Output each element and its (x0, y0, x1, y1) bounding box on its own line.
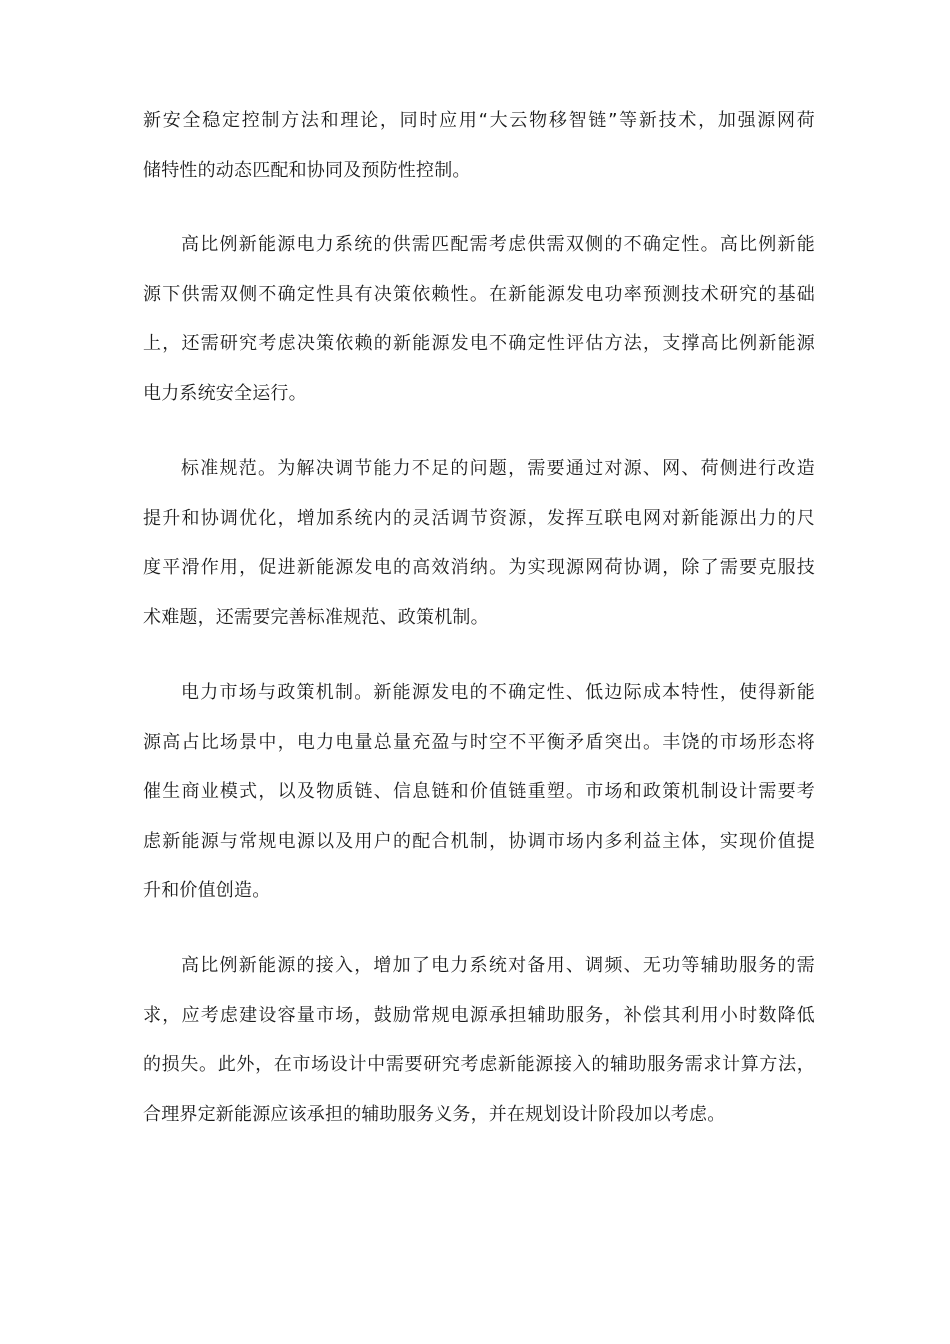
text-line: 源高占比场景中，电力电量总量充盈与时空不平衡矛盾突出。丰饶的市场形态将 (143, 731, 815, 753)
paragraph-supply-demand (143, 220, 815, 418)
paragraph-ancillary-services (143, 941, 815, 1139)
text-line: 标准规范。为解决调节能力不足的问题，需要通过对源、网、荷侧进行改造 (181, 458, 815, 479)
text-line: 虑新能源与常规电源以及用户的配合机制，协调市场内多利益主体，实现价值提 (143, 830, 815, 852)
text-line: 储特性的动态匹配和协同及预防性控制。 (143, 159, 471, 181)
text-line: 高比例新能源电力系统的供需匹配需考虑供需双侧的不确定性。高比例新能 (181, 234, 815, 255)
text-line: 电力系统安全运行。 (143, 382, 307, 404)
text-line: 合理界定新能源应该承担的辅助服务义务，并在规划设计阶段加以考虑。 (143, 1103, 726, 1125)
text-line: 度平滑作用，促进新能源发电的高效消纳。为实现源网荷协调，除了需要克服技 (143, 557, 815, 578)
text-line: 的损失。此外，在市场设计中需要研究考虑新能源接入的辅助服务需求计算方法， (143, 1054, 815, 1075)
text-line: 提升和协调优化，增加系统内的灵活调节资源，发挥互联电网对新能源出力的尺 (143, 507, 815, 529)
text-line: 新安全稳定控制方法和理论，同时应用“大云物移智链”等新技术，加强源网荷 (143, 110, 815, 131)
text-line: 升和价值创造。 (143, 880, 271, 901)
paragraph-market-policy (143, 668, 815, 916)
text-line: 求，应考虑建设容量市场，鼓励常规电源承担辅助服务，补偿其利用小时数降低 (143, 1004, 815, 1026)
text-line: 催生商业模式，以及物质链、信息链和价值链重塑。市场和政策机制设计需要考 (143, 781, 815, 802)
text-line: 高比例新能源的接入，增加了电力系统对备用、调频、无功等辅助服务的需 (181, 955, 815, 976)
text-line: 电力市场与政策机制。新能源发电的不确定性、低边际成本特性，使得新能 (181, 682, 815, 703)
text-line: 上，还需研究考虑决策依赖的新能源发电不确定性评估方法，支撑高比例新能源 (143, 333, 815, 354)
paragraph-standards (143, 444, 815, 642)
text-line: 术难题，还需要完善标准规范、政策机制。 (143, 606, 489, 628)
paragraph-continuation (143, 96, 815, 195)
text-line: 源下供需双侧不确定性具有决策依赖性。在新能源发电功率预测技术研究的基础 (143, 283, 815, 305)
